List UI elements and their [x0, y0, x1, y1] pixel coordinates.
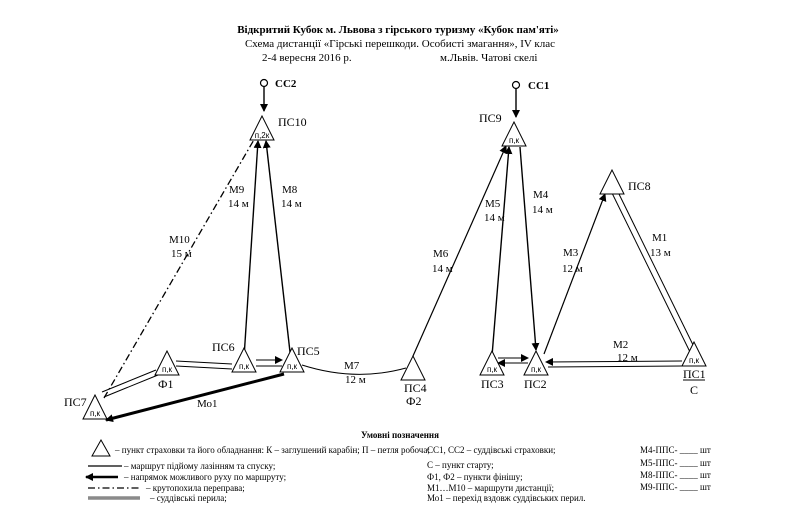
legend [86, 430, 711, 503]
route-mo1 [106, 374, 284, 420]
legend-count-2: М8-ППС- ____ шт [640, 470, 711, 480]
m6-len: 14 м [432, 263, 453, 275]
ps8-label: ПС8 [628, 179, 651, 193]
ps1-label: ПС1 [683, 367, 706, 381]
ps7-label: ПС7 [64, 395, 87, 409]
svg-text:п,к: п,к [161, 365, 173, 374]
node-ps6 [212, 340, 256, 372]
legend-item-4: – суддівські перила; [150, 493, 227, 503]
node-f1 [155, 351, 179, 391]
m7-name: М7 [344, 360, 360, 372]
legend-item-0: – пункт страховки та його обладнання: К – заглушений карабін; П – петля робоча; [115, 445, 430, 455]
m4-name: М4 [533, 189, 549, 201]
route-m10 [104, 138, 255, 398]
diagram-title: Відкритий Кубок м. Львова з гірського туризму «Кубок пам'яті» [237, 24, 559, 36]
route-m9 [244, 141, 258, 358]
judge-belay-cc2 [261, 78, 297, 111]
legend-count-0: М4-ППС- ____ шт [640, 445, 711, 455]
m1-len: 13 м [650, 247, 671, 259]
svg-text:п,к: п,к [286, 362, 298, 371]
m10-name: М10 [169, 234, 190, 246]
node-ps5 [280, 344, 320, 372]
legend-title: Умовні позначення [361, 430, 439, 440]
m2-len: 12 м [617, 352, 638, 364]
cc2-label: СС2 [275, 78, 297, 90]
m6-name: М6 [433, 248, 449, 260]
ps5-label: ПС5 [297, 344, 320, 358]
route-ps7-f1 [102, 370, 158, 397]
route-f1-ps6 [176, 361, 232, 369]
svg-text:п,2к: п,2к [254, 131, 270, 140]
m9-len: 14 м [228, 198, 249, 210]
diagram-date: 2-4 вересня 2016 р. [262, 52, 352, 64]
route-m2 [546, 361, 682, 367]
f2-label: Ф2 [406, 394, 422, 408]
m5-name: М5 [485, 198, 501, 210]
node-ps2 [524, 351, 548, 391]
m3-name: М3 [563, 247, 579, 259]
svg-text:п,к: п,к [688, 356, 700, 365]
legend-right-0: СС1, СС2 – суддівські страховки; [427, 445, 556, 455]
node-ps8 [600, 170, 651, 194]
ps4-label: ПС4 [404, 381, 427, 395]
route-ps6-ps5 [256, 360, 282, 366]
ps6-label: ПС6 [212, 340, 235, 354]
legend-count-3: М9-ППС- ____ шт [640, 482, 711, 492]
f1-label: Ф1 [158, 377, 174, 391]
ps10-label: ПС10 [278, 115, 307, 129]
node-ps4 [401, 356, 427, 408]
route-m5 [492, 147, 509, 356]
m1-name: М1 [652, 232, 668, 244]
legend-triangle-icon [92, 440, 110, 456]
legend-item-1: – маршрут підйому лазінням та спуску; [124, 461, 276, 471]
legend-right-2: Ф1, Ф2 – пункти фінішу; [427, 472, 523, 482]
m8-name: М8 [282, 184, 298, 196]
m5-len: 14 м [484, 212, 505, 224]
svg-text:п,к: п,к [486, 365, 498, 374]
m2-name: М2 [613, 339, 629, 351]
mo1-name: Мо1 [197, 398, 218, 410]
svg-text:п,к: п,к [89, 409, 101, 418]
svg-text:п,к: п,к [530, 365, 542, 374]
m10-len: 15 м [171, 248, 192, 260]
legend-right-4: Мо1 – перехід вздовж суддівських перил. [427, 493, 586, 503]
node-ps7 [64, 395, 107, 419]
diagram-place: м.Львів. Чатові скелі [440, 52, 538, 64]
svg-text:п,к: п,к [508, 136, 520, 145]
route-m8 [266, 141, 290, 352]
m8-len: 14 м [281, 198, 302, 210]
svg-text:п,к: п,к [238, 362, 250, 371]
node-ps9 [479, 111, 526, 146]
route-m1 [612, 192, 696, 352]
route-ps3-ps2 [498, 358, 528, 363]
m7-len: 12 м [345, 374, 366, 386]
ps2-label: ПС2 [524, 377, 547, 391]
route-m6 [413, 146, 506, 356]
start-label: С [690, 383, 699, 397]
legend-right-1: С – пункт старту; [427, 460, 494, 470]
cc1-label: СС1 [528, 80, 550, 92]
m4-len: 14 м [532, 204, 553, 216]
node-ps1 [682, 342, 706, 397]
legend-count-1: М5-ППС- ____ шт [640, 458, 711, 468]
node-ps10 [250, 115, 307, 140]
m3-len: 12 м [562, 263, 583, 275]
judge-belay-cc1 [513, 80, 550, 117]
diagram-subtitle: Схема дистанції «Гірські перешкоди. Особисті змагання», IV клас [244, 38, 556, 50]
node-ps3 [480, 351, 504, 391]
legend-item-3: – крутопохила переправа; [146, 483, 245, 493]
route-m4 [520, 147, 536, 350]
m9-name: М9 [229, 184, 245, 196]
legend-right-3: М1…М10 – маршрути дистанції; [427, 483, 555, 493]
legend-item-2: – напрямок можливого руху по маршруту; [124, 472, 287, 482]
ps3-label: ПС3 [481, 377, 504, 391]
ps9-label: ПС9 [479, 111, 502, 125]
